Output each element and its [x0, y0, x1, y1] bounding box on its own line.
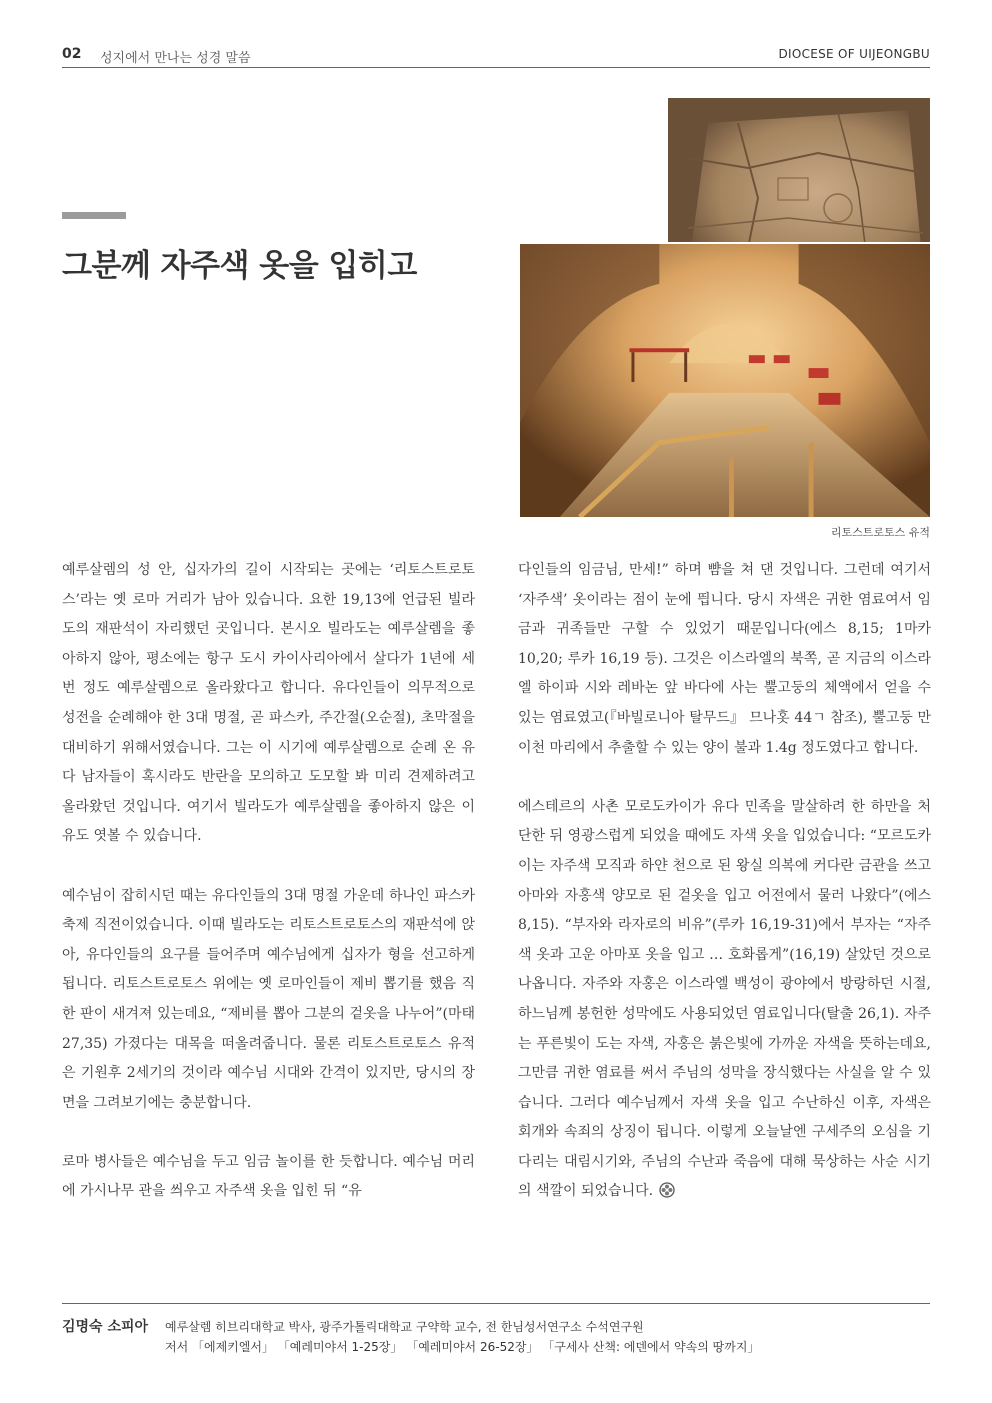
author-name: 김명숙 소피아: [62, 1319, 149, 1335]
title-accent-bar: [62, 212, 126, 219]
lithostrotos-ruins-photo: [518, 242, 930, 517]
paragraph: 로마 병사들은 예수님을 두고 임금 놀이를 한 듯합니다. 예수님 머리에 가시나무 관을 씌우고 자주색 옷을 입힌 뒤 “유: [62, 1153, 475, 1200]
end-mark-icon: [659, 1180, 675, 1196]
paragraph-text: 에스테르의 사촌 모로도카이가 유다 민족을 말살하려 한 하만을 처단한 뒤 영광스럽게 되었을 때에도 자색 옷을 입었습니다: “모르도카이는 자주색 모직과 하얀 천으로 된 왕실 의복에 커다란 금관을 쓰고 아마와 자홍색 양모로 된 겉옷을 입고 어전에서 물러 나왔다”(에스 8,15). “부자와 라자로의 비유”(루카 16,19-31)에서 부자는 “자주색 옷과 고운 아마포 옷을 입고 … 호화롭게”(16,19) 살았던 것으로 나옵니다. 자주와 자홍은 이스라엘 백성이 광야에서 방랑하던 시절, 하느님께 봉헌한 성막에도 사용되었던 염료입니다(탈출 26,1). 자주는 푸른빛이 도는 자색, 자홍은 붉은빛에 가까운 자색을 뜻하는데요, 그만큼 귀한 염료를 써서 주님의 성막을 장식했다는 사실을 알 수 있습니다. 그러다 예수님께서 자색 옷을 입고 수난하신 이후, 자색은 회개와 속죄의 상징이 됩니다. 이렇게 오늘날엔 구세주의 오심을 기다리는 대림시기와, 주님의 수난과 죽음에 대해 묵상하는 사순 시기의 색깔이 되었습니다.: [518, 798, 931, 1200]
left-text-column: [62, 556, 475, 1207]
photo-caption: 리토스트로토스 유적: [830, 526, 930, 539]
author-publications: 저서 「에제키엘서」 「예레미야서 1-25장」 「예레미야서 26-52장」 「구세사 산책: 에덴에서 약속의 땅까지」: [165, 1340, 760, 1354]
paragraph: 예수님이 잡히시던 때는 유다인들의 3대 명절 가운데 하나인 파스카 축제 직전이었습니다. 이때 빌라도는 리토스트로토스의 재판석에 앉아, 유다인들의 요구를 들어주며 예수님에게 십자가 형을 선고하게 됩니다. 리토스트로토스 위에는 옛 로마인들이 제비 뽑기를 했음 직한 판이 새겨져 있는데요, “제비를 뽑아 그분의 겉옷을 나누어”(마태 27,35) 가졌다는 대목을 떠올려줍니다. 물론 리토스트로토스 유적은 기원후 2세기의 것이라 예수님 시대와 간격이 있지만, 당시의 장면을 그려보기에는 충분합니다.: [62, 887, 475, 1111]
organization-name: DIOCESE OF UIJEONGBU: [778, 47, 930, 61]
article-title: 그분께 자주색 옷을 입히고: [62, 248, 417, 284]
paragraph: 예루살렘의 성 안, 십자가의 길이 시작되는 곳에는 ‘리토스트로토스’라는 옛 로마 거리가 남아 있습니다. 요한 19,13에 언급된 빌라도의 재판석이 자리했던 곳입니다. 본시오 빌라도는 예루살렘을 좋아하지 않아, 평소에는 항구 도시 카이사리아에서 살다가 1년에 세 번 정도 예루살렘으로 올라왔다고 합니다. 유다인들이 의무적으로 성전을 순례해야 한 3대 명절, 곧 파스카, 주간절(오순절), 초막절을 대비하기 위해서였습니다. 그는 이 시기에 예루살렘으로 순례 온 유다 남자들이 혹시라도 반란을 모의하고 도모할 봐 미리 견제하려고 올라왔던 것입니다. 여기서 빌라도가 예루살렘을 좋아하지 않은 이유도 엿볼 수 있습니다.: [62, 562, 475, 845]
header-divider: [62, 67, 930, 68]
right-text-column: [518, 556, 931, 1207]
page-header: [62, 44, 930, 68]
paragraph: 다인들의 임금님, 만세!” 하며 뺨을 쳐 댄 것입니다. 그런데 여기서 ‘자주색’ 옷이라는 점이 눈에 띕니다. 당시 자색은 귀한 염료여서 임금과 귀족들만 구할 수 있었기 때문입니다(에스 8,15; 1마카 10,20; 루카 16,19 등). 그것은 이스라엘의 북쪽, 곧 지금의 이스라엘 하이파 시와 레바논 앞 바다에 사는 뿔고둥의 체액에서 얻을 수 있는 염료였고(『바빌로니아 탈무드』 므나홋 44ㄱ 참조), 뿔고둥 만이천 마리에서 추출할 수 있는 양이 불과 1.4g 정도였다고 합니다.: [518, 562, 931, 756]
footer-divider: [62, 1303, 930, 1304]
paragraph-final: [518, 793, 931, 1207]
section-title: 성지에서 만나는 성경 말씀: [100, 51, 251, 66]
author-credentials: 예루살렘 히브리대학교 박사, 광주가톨릭대학교 구약학 교수, 전 한님성서연구소 수석연구원: [165, 1320, 644, 1334]
page-number: 02: [62, 46, 82, 62]
